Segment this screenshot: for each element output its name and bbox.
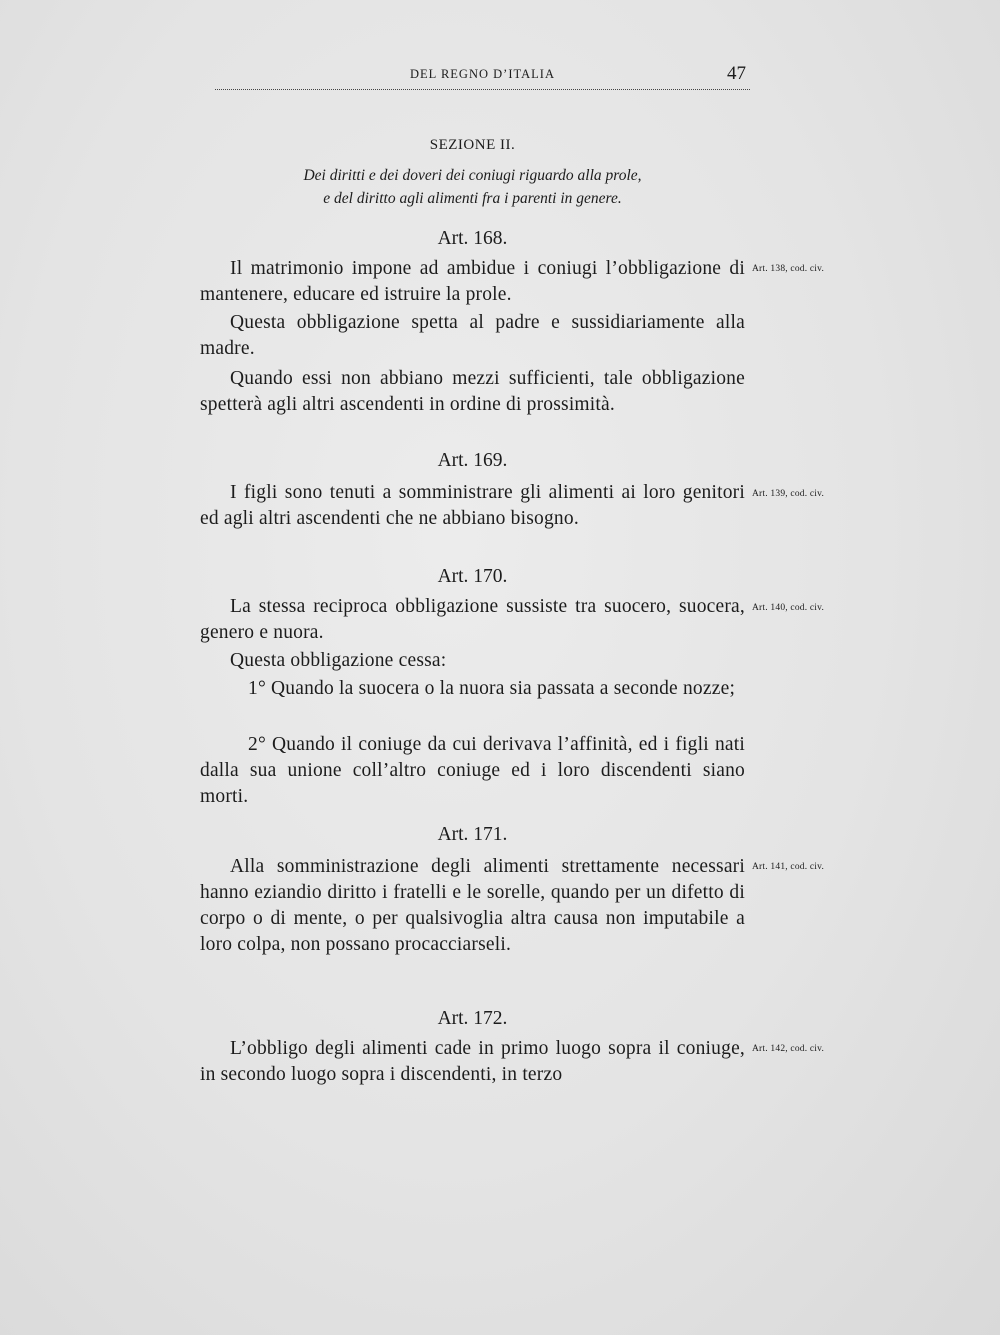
margin-note-art-169: Art. 139, cod. civ. bbox=[752, 489, 825, 499]
margin-note-art-170: Art. 140, cod. civ. bbox=[752, 603, 825, 613]
article-heading-172: Art. 172. bbox=[437, 1008, 508, 1029]
article-heading-169: Art. 169. bbox=[437, 450, 508, 471]
subtitle-line-1: Dei diritti e dei doveri dei coniugi riguardo alla prole, bbox=[303, 167, 642, 184]
margin-note-art-168: Art. 138, cod. civ. bbox=[752, 264, 825, 274]
page-header bbox=[215, 63, 750, 93]
header-rule bbox=[215, 89, 750, 90]
art-170-item-2: 2° Quando il coniuge da cui derivava l’affinità, ed i figli nati dalla sua unione coll’altro coniuge ed i loro discendenti siano morti. bbox=[200, 734, 745, 807]
art-170-item-1: 1° Quando la suocera o la nuora sia passata a seconde nozze; bbox=[248, 678, 736, 699]
margin-note-art-171: Art. 141, cod. civ. bbox=[752, 862, 825, 872]
article-heading-168: Art. 168. bbox=[437, 228, 508, 249]
subtitle-line-2: e del diritto agli alimenti fra i parenti in genere. bbox=[323, 190, 622, 207]
running-head: DEL REGNO D’ITALIA bbox=[410, 67, 555, 81]
art-168-paragraph-2: Questa obbligazione spetta al padre e sussidiariamente alla madre. bbox=[200, 312, 745, 359]
section-subtitle bbox=[240, 164, 705, 210]
article-heading-170: Art. 170. bbox=[437, 566, 508, 587]
art-170-paragraph-2: Questa obbligazione cessa: bbox=[230, 650, 447, 671]
art-170-paragraph-1: La stessa reciproca obbligazione sussiste tra suocero, suocera, genero e nuora. bbox=[200, 596, 745, 643]
art-168-paragraph-3: Quando essi non abbiano mezzi sufficienti, tale obbligazione spetterà agli altri ascendenti in ordine di prossimità. bbox=[200, 368, 745, 415]
art-172-paragraph-1: L’obbligo degli alimenti cade in primo luogo sopra il coniuge, in secondo luogo sopra i discendenti, in terzo bbox=[200, 1038, 745, 1085]
margin-note-art-172: Art. 142, cod. civ. bbox=[752, 1044, 825, 1054]
section-title: SEZIONE II. bbox=[429, 137, 516, 153]
page-number: 47 bbox=[727, 63, 746, 84]
art-168-paragraph-1: Il matrimonio impone ad ambidue i coniugi l’obbligazione di mantenere, educare ed istruire la prole. bbox=[200, 258, 745, 305]
art-171-paragraph-1: Alla somministrazione degli alimenti strettamente necessari hanno eziandio diritto i fratelli e le sorelle, quando per un difetto di corpo o di mente, o per qualsivoglia altra causa non imputabile a loro colpa, non possano procacciarseli. bbox=[200, 856, 745, 955]
article-heading-171: Art. 171. bbox=[437, 824, 508, 845]
art-169-paragraph-1: I figli sono tenuti a somministrare gli alimenti ai loro genitori ed agli altri ascendenti che ne abbiano bisogno. bbox=[200, 482, 745, 529]
